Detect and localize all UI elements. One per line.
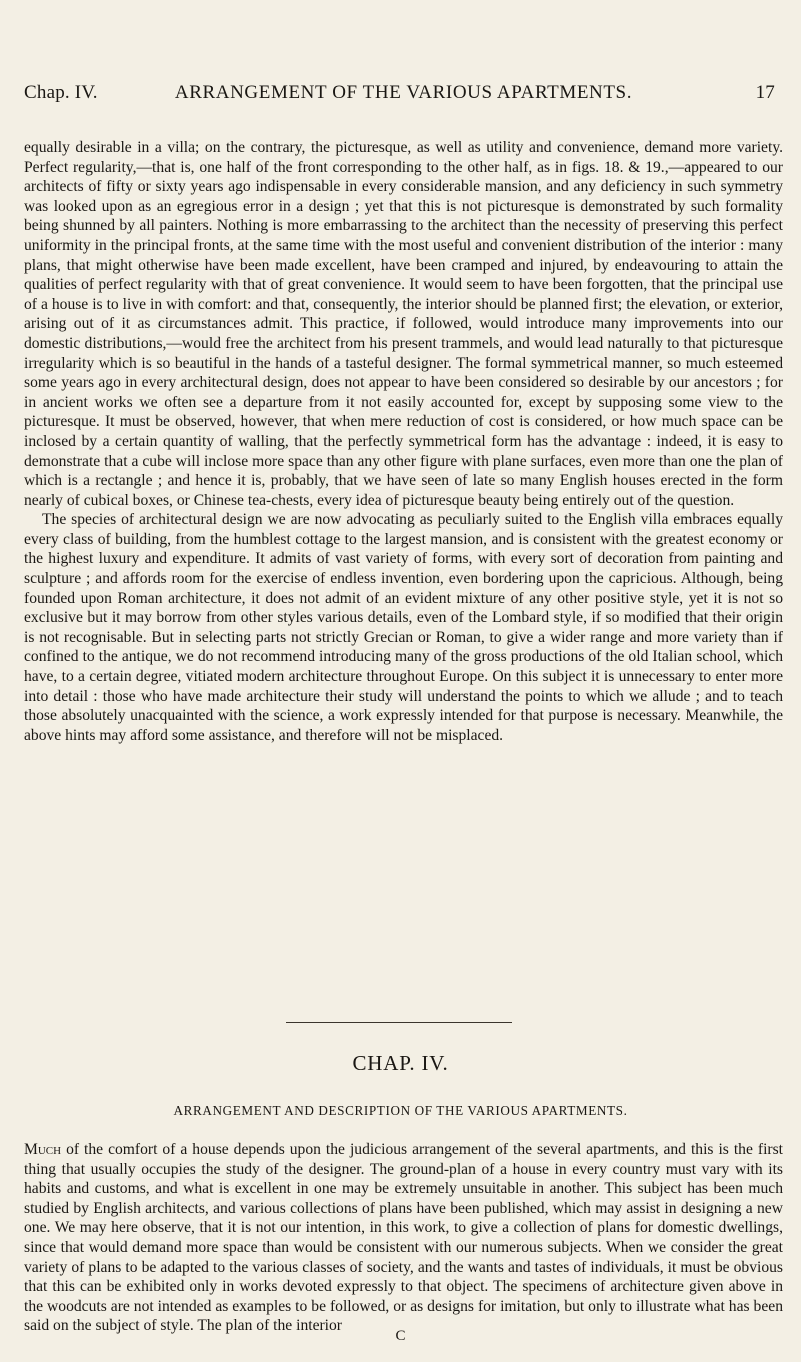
page-number: 17 — [755, 82, 775, 103]
body-text-upper — [24, 138, 783, 745]
chapter-heading: CHAP. IV. — [352, 1051, 449, 1075]
signature-mark: C — [395, 1328, 406, 1344]
opening-word: Much — [24, 1141, 62, 1158]
section-divider-rule — [286, 1022, 512, 1023]
chapter-subtitle: ARRANGEMENT AND DESCRIPTION OF THE VARIOUS APARTMENTS. — [173, 1103, 628, 1118]
running-head-chapter: Chap. IV. — [24, 82, 98, 103]
body-text-lower — [24, 1140, 783, 1336]
running-head-title: ARRANGEMENT OF THE VARIOUS APARTMENTS. — [174, 82, 633, 103]
paragraph-species-of-design: The species of architectural design we are now advocating as peculiarly suited to the English villa embraces equally every class of building, from the humblest cottage to the largest mansion, and is consistent with the greatest economy or the highest luxury and expenditure. It admits of vast variety of forms, with every sort of decoration from painting and sculpture ; and affords room for the exercise of endless invention, even bordering upon the capricious. Although, being founded upon Roman architecture, it does not admit of an evident mixture of any other positive style, yet it is not so exclusive but it may borrow from other styles various details, even of the Lombard style, if so modified that their origin is not recognisable. But in selecting parts not strictly Grecian or Roman, to give a wider range and more variety than if confined to the antique, we do not recommend introducing many of the gross productions of the old Italian school, which have, to a certain degree, vitiated modern architecture throughout Europe. On this subject it is unnecessary to enter more into detail : those who have made architecture their study will understand the points to which we allude ; and to teach those absolutely unacquainted with the science, a work expressly intended for that purpose is necessary. Meanwhile, the above hints may afford some assistance, and therefore will not be misplaced. — [24, 511, 783, 744]
paragraph-chapter-opening-text: of the comfort of a house depends upon the judicious arrangement of the several apartments, and this is the first thing that usually occupies the study of the designer. The ground-plan of a house in every country must vary with its habits and customs, and what is excellent in one may be extremely unsuitable in another. This subject has been much studied by English architects, and various collections of plans have been published, which may assist in designing a new one. We may here observe, that it is not our intention, in this work, to give a collection of plans for domestic dwellings, since that would demand more space than would be consistent with our numerous subjects. When we consider the great variety of plans to be adapted to the various classes of society, and the wants and tastes of individuals, it must be obvious that this can be exhibited only in works devoted expressly to that object. The specimens of architecture given above in the woodcuts are not intended as examples to be followed, or as designs for imitation, but only to illustrate what has been said on the subject of style. The plan of the interior — [24, 1141, 783, 1335]
running-head — [24, 82, 783, 112]
paragraph-chapter-opening — [24, 1140, 783, 1336]
paragraph-continuation: equally desirable in a villa; on the contrary, the picturesque, as well as utility and convenience, demand more variety. Perfect regularity,—that is, one half of the front corresponding to the other half, as in figs. 18. & 19.,—appeared to our architects of fifty or sixty years ago indispensable in every considerable mansion, and any deficiency in such symmetry was looked upon as an egregious error in a design ; yet that this is not picturesque is demonstrated by such formality being shunned by all painters. Nothing is more embarrassing to the architect than the necessity of preserving this perfect uniformity in the principal fronts, at the same time with the most useful and convenient distribution of the interior : many plans, that might otherwise have been made excellent, have been cramped and injured, by endeavouring to attain the qualities of perfect regularity with that of great convenience. It would seem to have been forgotten, that the principal use of a house is to live in with comfort: and that, consequently, the interior should be planned first; the elevation, or exterior, arising out of it as circumstances admit. This practice, if followed, would introduce many improvements into our domestic distributions,—would free the architect from his present trammels, and would lead naturally to that picturesque irregularity which is so beautiful in the hands of a tasteful designer. The formal symmetrical manner, so much esteemed some years ago in every architectural design, does not appear to have been considered so desirable by our ancestors ; for in ancient works we often see a departure from it not easily accounted for, except by supposing some view to the picturesque. It must be observed, however, that when mere reduction of cost is considered, or how much space can be inclosed by a certain quantity of walling, that the perfectly symmetrical form has the advantage : indeed, it is easy to demonstrate that a cube will inclose more space than any other figure with plane surfaces, even more than one the plan of which is a rectangle ; and hence it is, probably, that we have seen of late so many English houses erected in the form nearly of cubical boxes, or Chinese tea-chests, every idea of picturesque beauty being entirely out of the question. — [24, 139, 783, 509]
